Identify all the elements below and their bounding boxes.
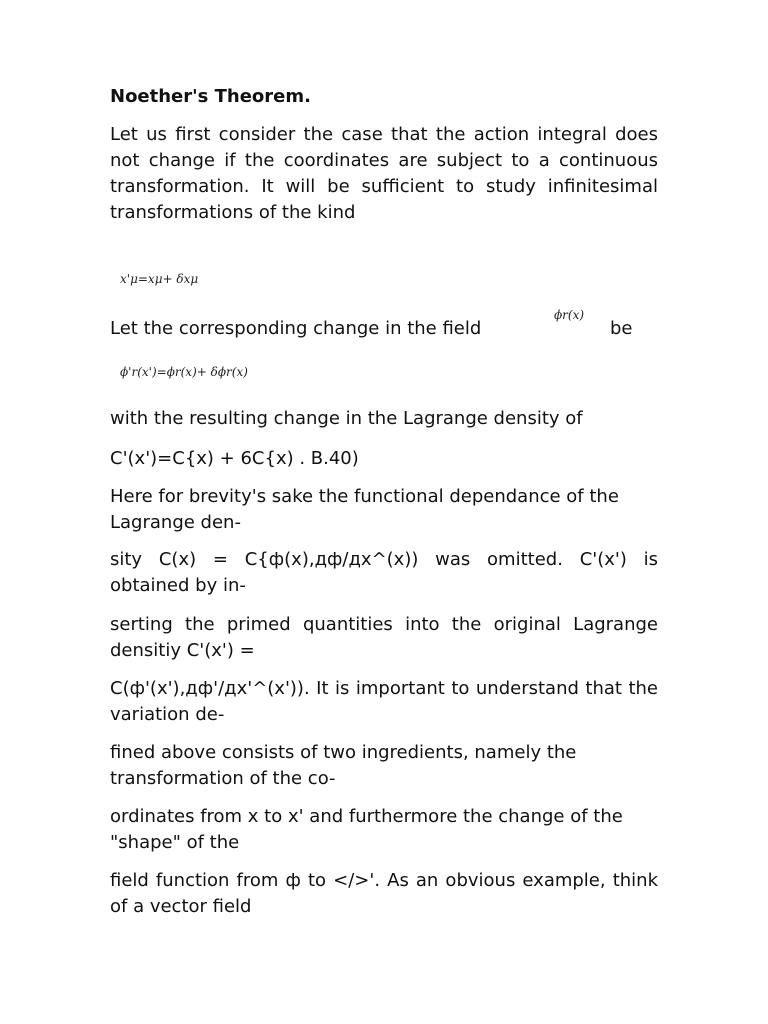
- paragraph-intro: Let us first consider the case that the action integral does not change if the coordinates are subject to a continuous transformation. It will be sufficient to study infinitesimal transformations of the kind: [110, 124, 658, 223]
- paragraph-ingredients: fined above consists of two ingredients, namely the transformation of the co-: [110, 742, 577, 789]
- section-title: Noether's Theorem.: [110, 86, 311, 107]
- paragraph-field-function: field function from ф to </>'. As an obvious example, think of a vector field: [110, 870, 658, 917]
- equation-lagrange-density: C'(x')=C{x) + 6C{x) . B.40): [110, 448, 359, 469]
- paragraph-variation: C(ф'(x'),дф'/дx'^(x')). It is important to understand that the variation de-: [110, 678, 658, 725]
- paragraph-density-definition: sity C(x) = C{ф(x),дф/дx^(x)) was omitted. C'(x') is obtained by in-: [110, 549, 658, 596]
- paragraph-primed-quantities: serting the primed quantities into the original Lagrange densitiy C'(x') =: [110, 614, 658, 661]
- field-change-be: be: [610, 318, 633, 339]
- equation-field-transform: ϕ'r(x')=ϕr(x)+ δϕr(x): [120, 365, 248, 379]
- paragraph-coordinates: ordinates from x to x' and furthermore the change of the "shape" of the: [110, 806, 623, 853]
- field-change-text: Let the corresponding change in the field: [110, 318, 482, 339]
- field-symbol-math: ϕr(x): [554, 308, 585, 322]
- paragraph-field-change: [110, 308, 658, 342]
- paragraph-brevity: Here for brevity's sake the functional dependance of the Lagrange den-: [110, 486, 619, 533]
- equation-coordinate-transform: x'μ=xμ+ δxμ: [120, 272, 199, 286]
- paragraph-lagrange-change: with the resulting change in the Lagrange density of: [110, 408, 583, 429]
